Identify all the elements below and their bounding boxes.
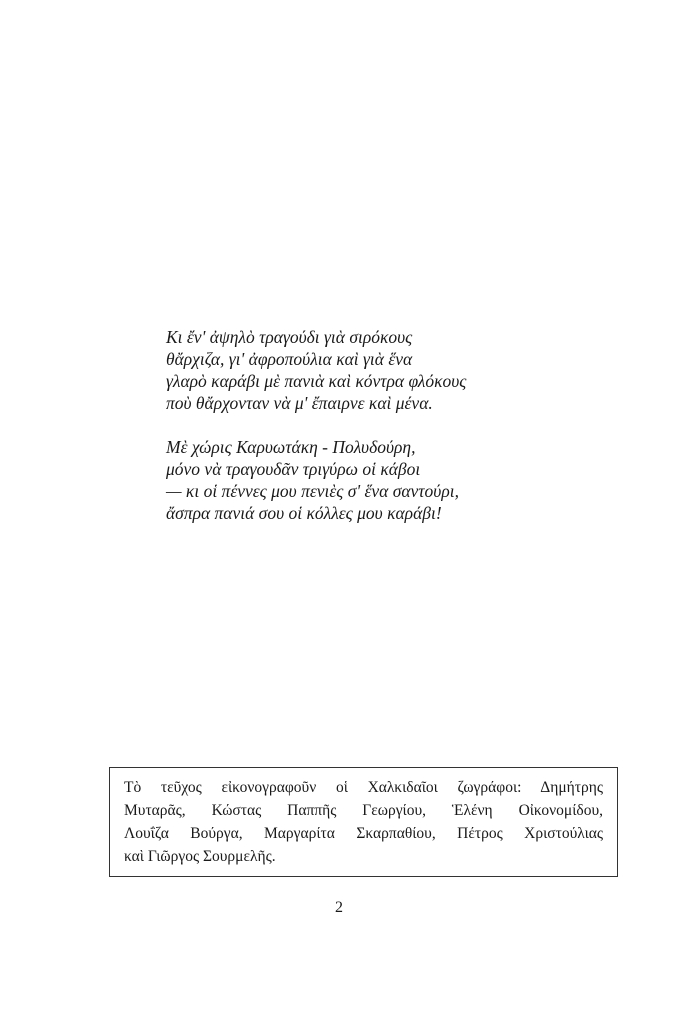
poem-line: ἄσπρα πανιά σου οἱ κόλλες μου καράβι! [166,503,442,523]
poem-stanza-1 [166,326,586,414]
poem-line: θἄρχιζα, γι' ἀφροπούλια καὶ γιὰ ἕνα [166,349,413,369]
credit-line: Τὸ τεῦχος εἰκονογραφοῦν οἱ Χαλκιδαῖοι ζωγράφοι: Δημήτρης [124,779,603,796]
credit-line: Μυταρᾶς, Κώστας Παππῆς Γεωργίου, Ἑλένη Οἰκονομίδου, [124,802,603,819]
credit-line: Λουΐζα Βούργα, Μαργαρίτα Σκαρπαθίου, Πέτρος Χριστούλιας [124,825,603,842]
credit-line: καὶ Γιῶργος Σουρμελῆς. [124,848,276,865]
illustrators-credit-box [109,767,618,877]
poem [166,326,586,524]
poem-line: Μὲ χώρις Καρυωτάκη - Πολυδούρη, [166,437,416,457]
poem-line: γλαρὸ καράβι μὲ πανιὰ καὶ κόντρα φλόκους [166,371,467,391]
page-number: 2 [335,899,343,916]
poem-line: Κι ἔν' ἀψηλὸ τραγούδι γιὰ σιρόκους [166,327,413,347]
poem-stanza-2 [166,436,586,524]
poem-line: μόνο νὰ τραγουδᾶν τριγύρω οἱ κάβοι [166,459,421,479]
poem-line: ποὺ θἄρχονταν νὰ μ' ἔπαιρνε καὶ μένα. [166,393,433,413]
poem-line: — κι οἱ πέννες μου πενιὲς σ' ἕνα σαντούρι, [166,481,459,501]
